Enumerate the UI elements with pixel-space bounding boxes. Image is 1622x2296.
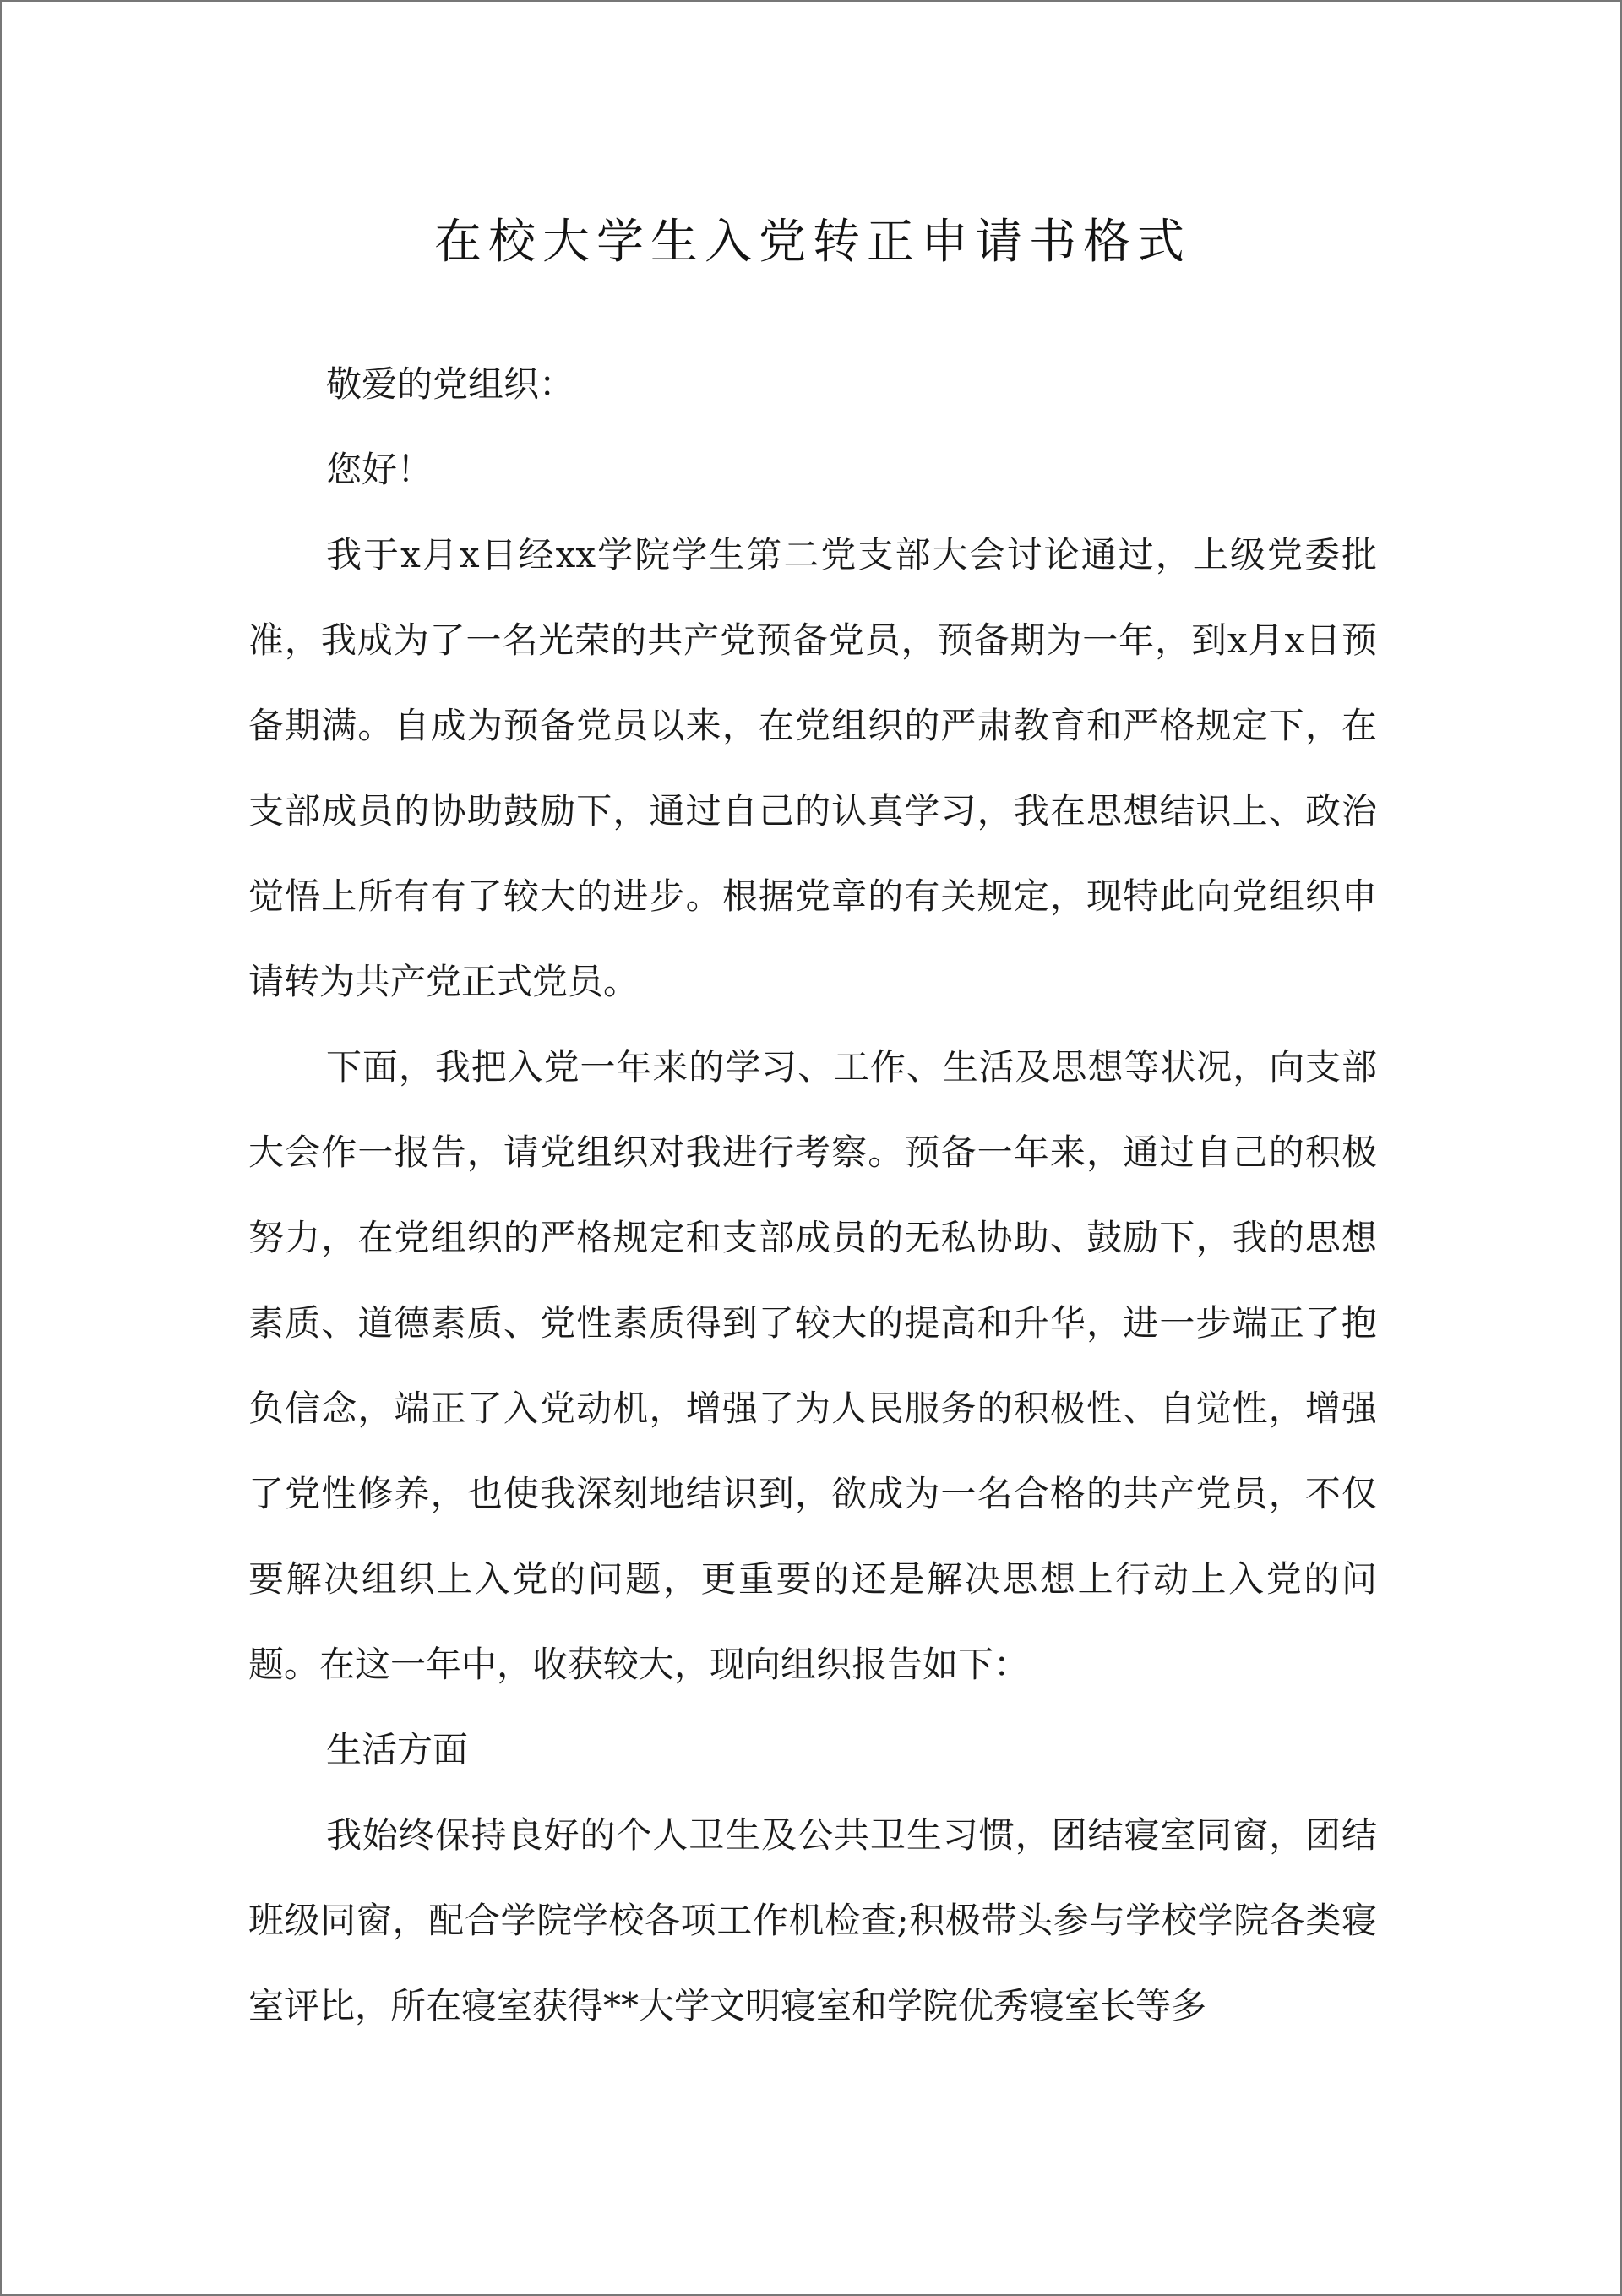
- greeting: 您好！: [326, 449, 433, 490]
- document-title: 在校大学生入党转正申请书格式: [434, 215, 1191, 270]
- paragraph-report: 下面，我把入党一年来的学习、工作、生活及思想等状况，向支部大会作一报告，请党组织对我进行考察。预备一年来，通过自己的积极努力，在党组织的严格规定和支部成员的无私协助、鼓励下，我的思想素质、道德素质、党性素质得到了较大的提高和升华，进一步端正了抱负信念，端正了入党动机，增强了为人民服务的积极性、自觉性，增强了党性修养，也使我深刻地结识到，欲成为一名合格的共产党员，不仅要解决组织上入党的问题，更重要的还是解决思想上行动上入党的问题。在这一年中，收获较大，现向组织报告如下：: [248, 1046, 1377, 1685]
- paragraph-life: 我始终保持良好的个人卫生及公共卫生习惯，团结寝室同窗，团结班级同窗，配合学院学校各项工作机检查;积极带头参与学校学院各类寝室评比，所在寝室获得**大学文明寝室和学院优秀寝室长等多: [248, 1814, 1377, 2026]
- document-body: [248, 341, 1377, 2048]
- paragraph-intro: 我于x月x日经xx学院学生第二党支部大会讨论通过，上级党委批准，我成为了一名光荣的共产党预备党员，预备期为一年，到x月x日预备期满。自成为预备党员以来，在党组织的严肃教育和严格规定下，在支部成员的协助鼓励下，通过自己的认真学习，我在思想结识上、政治觉悟上所有有了较大的进步。根据党章的有关规定，现特此向党组织申请转为共产党正式党员。: [248, 534, 1377, 1002]
- salutation: 敬爱的党组织：: [326, 363, 575, 405]
- section-heading-life: 生活方面: [326, 1729, 469, 1770]
